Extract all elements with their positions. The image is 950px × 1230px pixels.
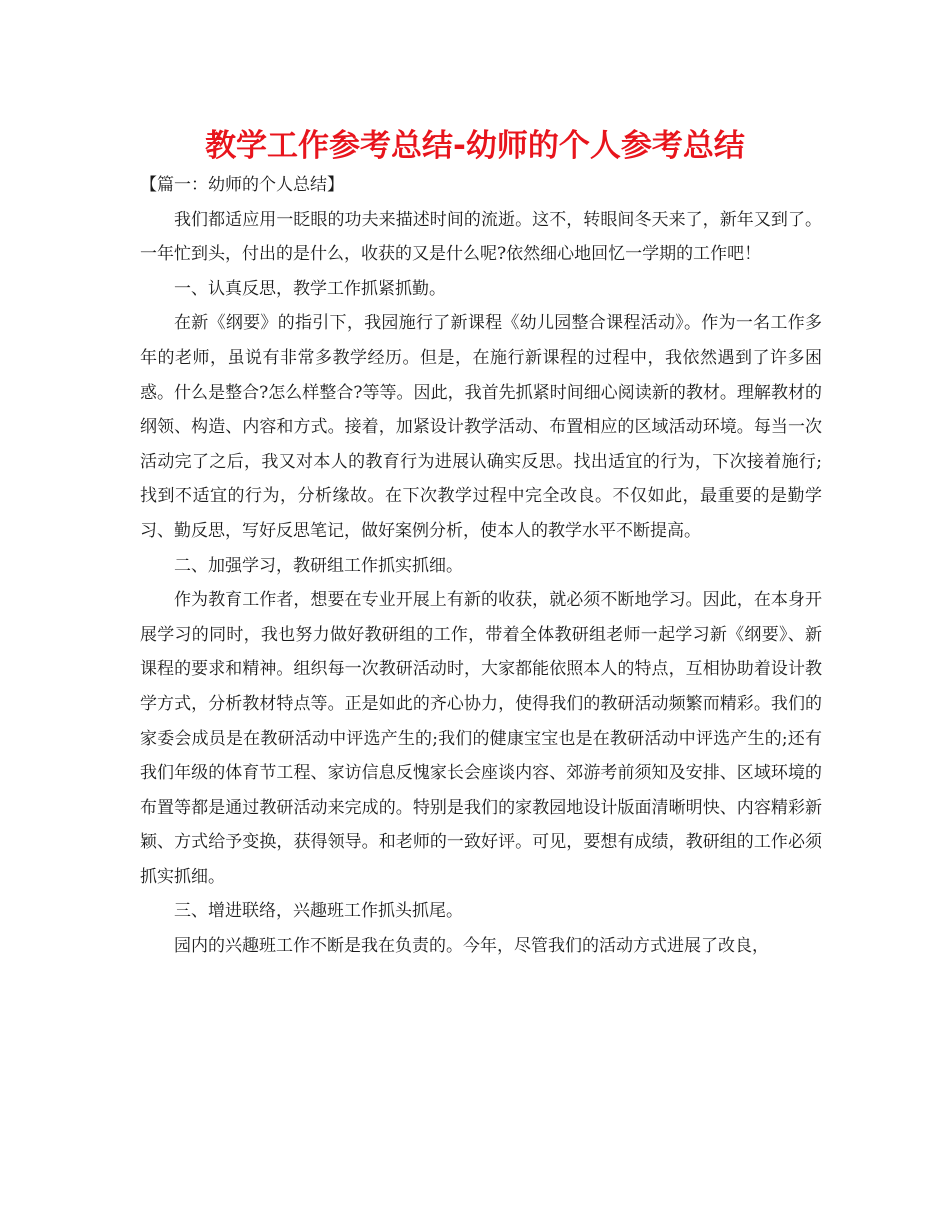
document-title: 教学工作参考总结-幼师的个人参考总结 <box>205 128 745 164</box>
subheading: 一、认真反思，教学工作抓紧抓勤。 <box>174 278 446 299</box>
document-body <box>140 168 822 964</box>
section-heading: 【篇一：幼师的个人总结】 <box>140 175 344 195</box>
paragraph: 作为教育工作者，想要在专业开展上有新的收获，就必须不断地学习。因此，在本身开展学习的同时，我也努力做好教研组的工作，带着全体教研组老师一起学习新《纲要》、新课程的要求和精神。组织每一次教研活动时，大家都能依照本人的特点，互相协助着设计教学方式，分析教材特点等。正是如此的齐心协力，使得我们的教研活动频繁而精彩。我们的家委会成员是在教研活动中评选产生的;我们的健康宝宝也是在教研活动中评选产生的;还有我们年级的体育节工程、家访信息反愧家长会座谈内容、郊游考前须知及安排、区域环境的布置等都是通过教研活动来完成的。特别是我们的家教园地设计版面清晰明快、内容精彩新颖、方式给予变换，获得领导。和老师的一致好评。可见，要想有成绩，教研组的工作必须抓实抓细。 <box>140 590 822 887</box>
subheading: 二、加强学习，教研组工作抓实抓细。 <box>174 555 463 576</box>
paragraph: 园内的兴趣班工作不断是我在负责的。今年，尽管我们的活动方式进展了改良， <box>174 936 769 957</box>
paragraph: 在新《纲要》的指引下，我园施行了新课程《幼儿园整合课程活动》。作为一名工作多年的老师，虽说有非常多教学经历。但是，在施行新课程的过程中，我依然遇到了许多困惑。什么是整合?怎么样整合?等等。因此，我首先抓紧时间细心阅读新的教材。理解教材的纲领、构造、内容和方式。接着，加紧设计教学活动、布置相应的区域活动环境。每当一次活动完了之后，我又对本人的教育行为进展认确实反思。找出适宜的行为，下次接着施行;找到不适宜的行为，分析缘故。在下次教学过程中完全改良。不仅如此，最重要的是勤学习、勤反思，写好反思笔记，做好案例分析，使本人的教学水平不断提高。 <box>140 313 822 541</box>
subheading: 三、增进联络，兴趣班工作抓头抓尾。 <box>174 901 463 922</box>
paragraph: 我们都适应用一眨眼的功夫来描述时间的流逝。这不，转眼间冬天来了，新年又到了。一年忙到头，付出的是什么，收获的又是什么呢?依然细心地回忆一学期的工作吧！ <box>140 209 822 265</box>
